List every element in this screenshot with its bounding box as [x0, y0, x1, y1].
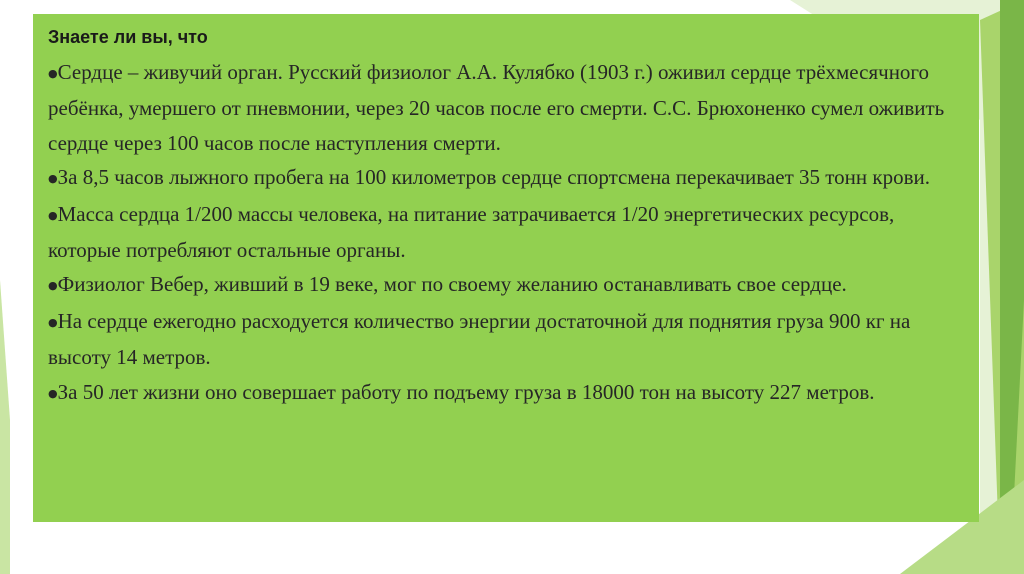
bullet-dot-icon: ● — [48, 386, 58, 400]
fact-text: За 50 лет жизни оно совершает работу по подъему груза в 18000 тон на высоту 227 метров. — [57, 379, 875, 404]
fact-text: За 8,5 часов лыжного пробега на 100 километров сердце спортсмена перекачивает 35 тонн крови. — [57, 165, 930, 190]
bullet-dot-icon: ● — [48, 208, 58, 222]
bullet-dot-icon: ● — [48, 172, 58, 186]
fact-text: Масса сердца 1/200 массы человека, на питание затрачивается 1/20 энергетических ресурсов, которые потребляют остальные органы. — [48, 201, 895, 262]
fact-text: Сердце – живучий орган. Русский физиолог А.А. Кулябко (1903 г.) оживил сердце трёхмесячного ребёнка, умершего от пневмонии, через 20 часов после его смерти. С.С. Брюхоненко сумел оживить сердце через 100 часов после наступления смерти. — [48, 60, 945, 155]
fact-text: На сердце ежегодно расходуется количество энергии достаточной для поднятия груза 900 кг на высоту 14 метров. — [48, 308, 911, 370]
fact-item — [48, 375, 968, 411]
fact-item — [48, 55, 968, 160]
fact-item — [48, 267, 968, 303]
fact-item — [48, 160, 968, 196]
content-box — [33, 14, 979, 522]
bullet-dot-icon: ● — [48, 66, 58, 80]
fact-text: Физиолог Вебер, живший в 19 веке, мог по своему желанию останавливать свое сердце. — [57, 272, 847, 297]
fact-item — [48, 197, 968, 268]
facts-list — [48, 55, 979, 411]
bullet-dot-icon: ● — [48, 315, 58, 329]
bullet-dot-icon: ● — [48, 279, 58, 293]
fact-item — [48, 304, 968, 375]
left-deco-shape — [0, 280, 10, 574]
slide-title: Знаете ли вы, что — [48, 27, 208, 47]
